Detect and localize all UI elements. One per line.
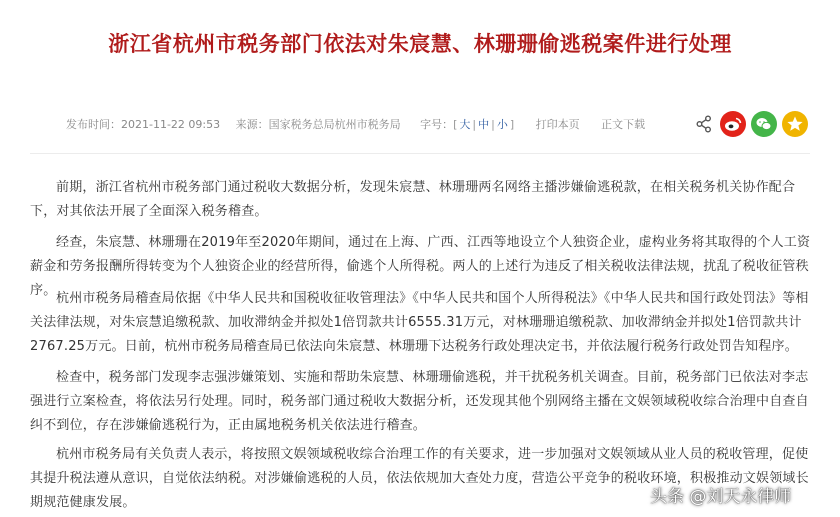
published-time: 2021-11-22 09:53 bbox=[121, 117, 221, 131]
print-page-link[interactable]: 打印本页 bbox=[535, 118, 580, 131]
font-size-large-button[interactable]: 大 bbox=[459, 118, 471, 131]
published-label: 发布时间： bbox=[66, 118, 121, 131]
article-paragraph: 杭州市税务局有关负责人表示，将按照文娱领域税收综合治理工作的有关要求，进一步加强对文娱领域从业人员的税收管理，促使其提升税法遵从意识，自觉依法纳税。对涉嫌偷逃税的人员，依法依规加大查处力度，营造公平竞争的税收环境，积极推动文娱领域长期规范健康发展。 bbox=[30, 447, 809, 510]
article-paragraph: 检查中，税务部门发现李志强涉嫌策划、实施和帮助朱宸慧、林珊珊偷逃税，并干扰税务机关调查。目前，税务部门已依法对李志强进行立案检查，将依法另行处理。同时，税务部门通过税收大数据分析，还发现其他个别网络主播在文娱领域税收综合治理中自查自纠不到位，存在涉嫌偷逃税行为，正由属地税务机关依法进行稽查。 bbox=[30, 370, 809, 433]
watermark: 头条 @刘天永律师 bbox=[650, 487, 792, 507]
share-icon[interactable] bbox=[696, 115, 712, 133]
download-text-link[interactable]: 正文下载 bbox=[601, 118, 646, 131]
weibo-share-button[interactable] bbox=[720, 111, 746, 137]
article-paragraph: 杭州市税务局稽查局依据《中华人民共和国税收征收管理法》《中华人民共和国个人所得税法》《中华人民共和国行政处罚法》等相关法律法规，对朱宸慧追缴税款、加收滞纳金并拟处1倍罚款共计6555.31万元，对林珊珊追缴税款、加收滞纳金并拟处1倍罚款共计2767.25万元。日前，杭州市税务局稽查局已依法向朱宸慧、林珊珊下达税务行政处理决定书，并依法履行税务行政处罚告知程序。 bbox=[30, 291, 809, 354]
weibo-icon bbox=[720, 111, 746, 137]
font-size-control: 字号：[ 大 | 中 | 小 ] bbox=[420, 117, 515, 131]
share-bar bbox=[696, 111, 808, 137]
article-meta-bar bbox=[66, 116, 806, 134]
font-size-small-button[interactable]: 小 bbox=[496, 118, 508, 131]
article-paragraph: 前期，浙江省杭州市税务部门通过税收大数据分析，发现朱宸慧、林珊珊两名网络主播涉嫌偷逃税款，在相关税务机关协作配合下，对其依法开展了全面深入税务稽查。 bbox=[30, 180, 796, 219]
article-title: 浙江省杭州市税务部门依法对朱宸慧、林珊珊偷逃税案件进行处理 bbox=[108, 32, 732, 56]
star-icon bbox=[782, 111, 808, 137]
source-label: 来源： bbox=[235, 118, 269, 131]
font-size-medium-button[interactable]: 中 bbox=[478, 118, 490, 131]
wechat-icon bbox=[751, 111, 777, 137]
favorite-button[interactable] bbox=[782, 111, 808, 137]
source-value: 国家税务总局杭州市税务局 bbox=[268, 118, 401, 131]
font-size-label: 字号： bbox=[420, 118, 454, 131]
article-paragraph: 经查，朱宸慧、林珊珊在2019年至2020年期间，通过在上海、广西、江西等地设立个人独资企业，虚构业务将其取得的个人工资薪金和劳务报酬所得转变为个人独资企业的经营所得，偷逃个人所得税。两人的上述行为违反了相关税收法律法规，扰乱了税收征管秩序。 bbox=[30, 235, 811, 298]
meta-divider bbox=[30, 153, 810, 154]
wechat-share-button[interactable] bbox=[751, 111, 777, 137]
